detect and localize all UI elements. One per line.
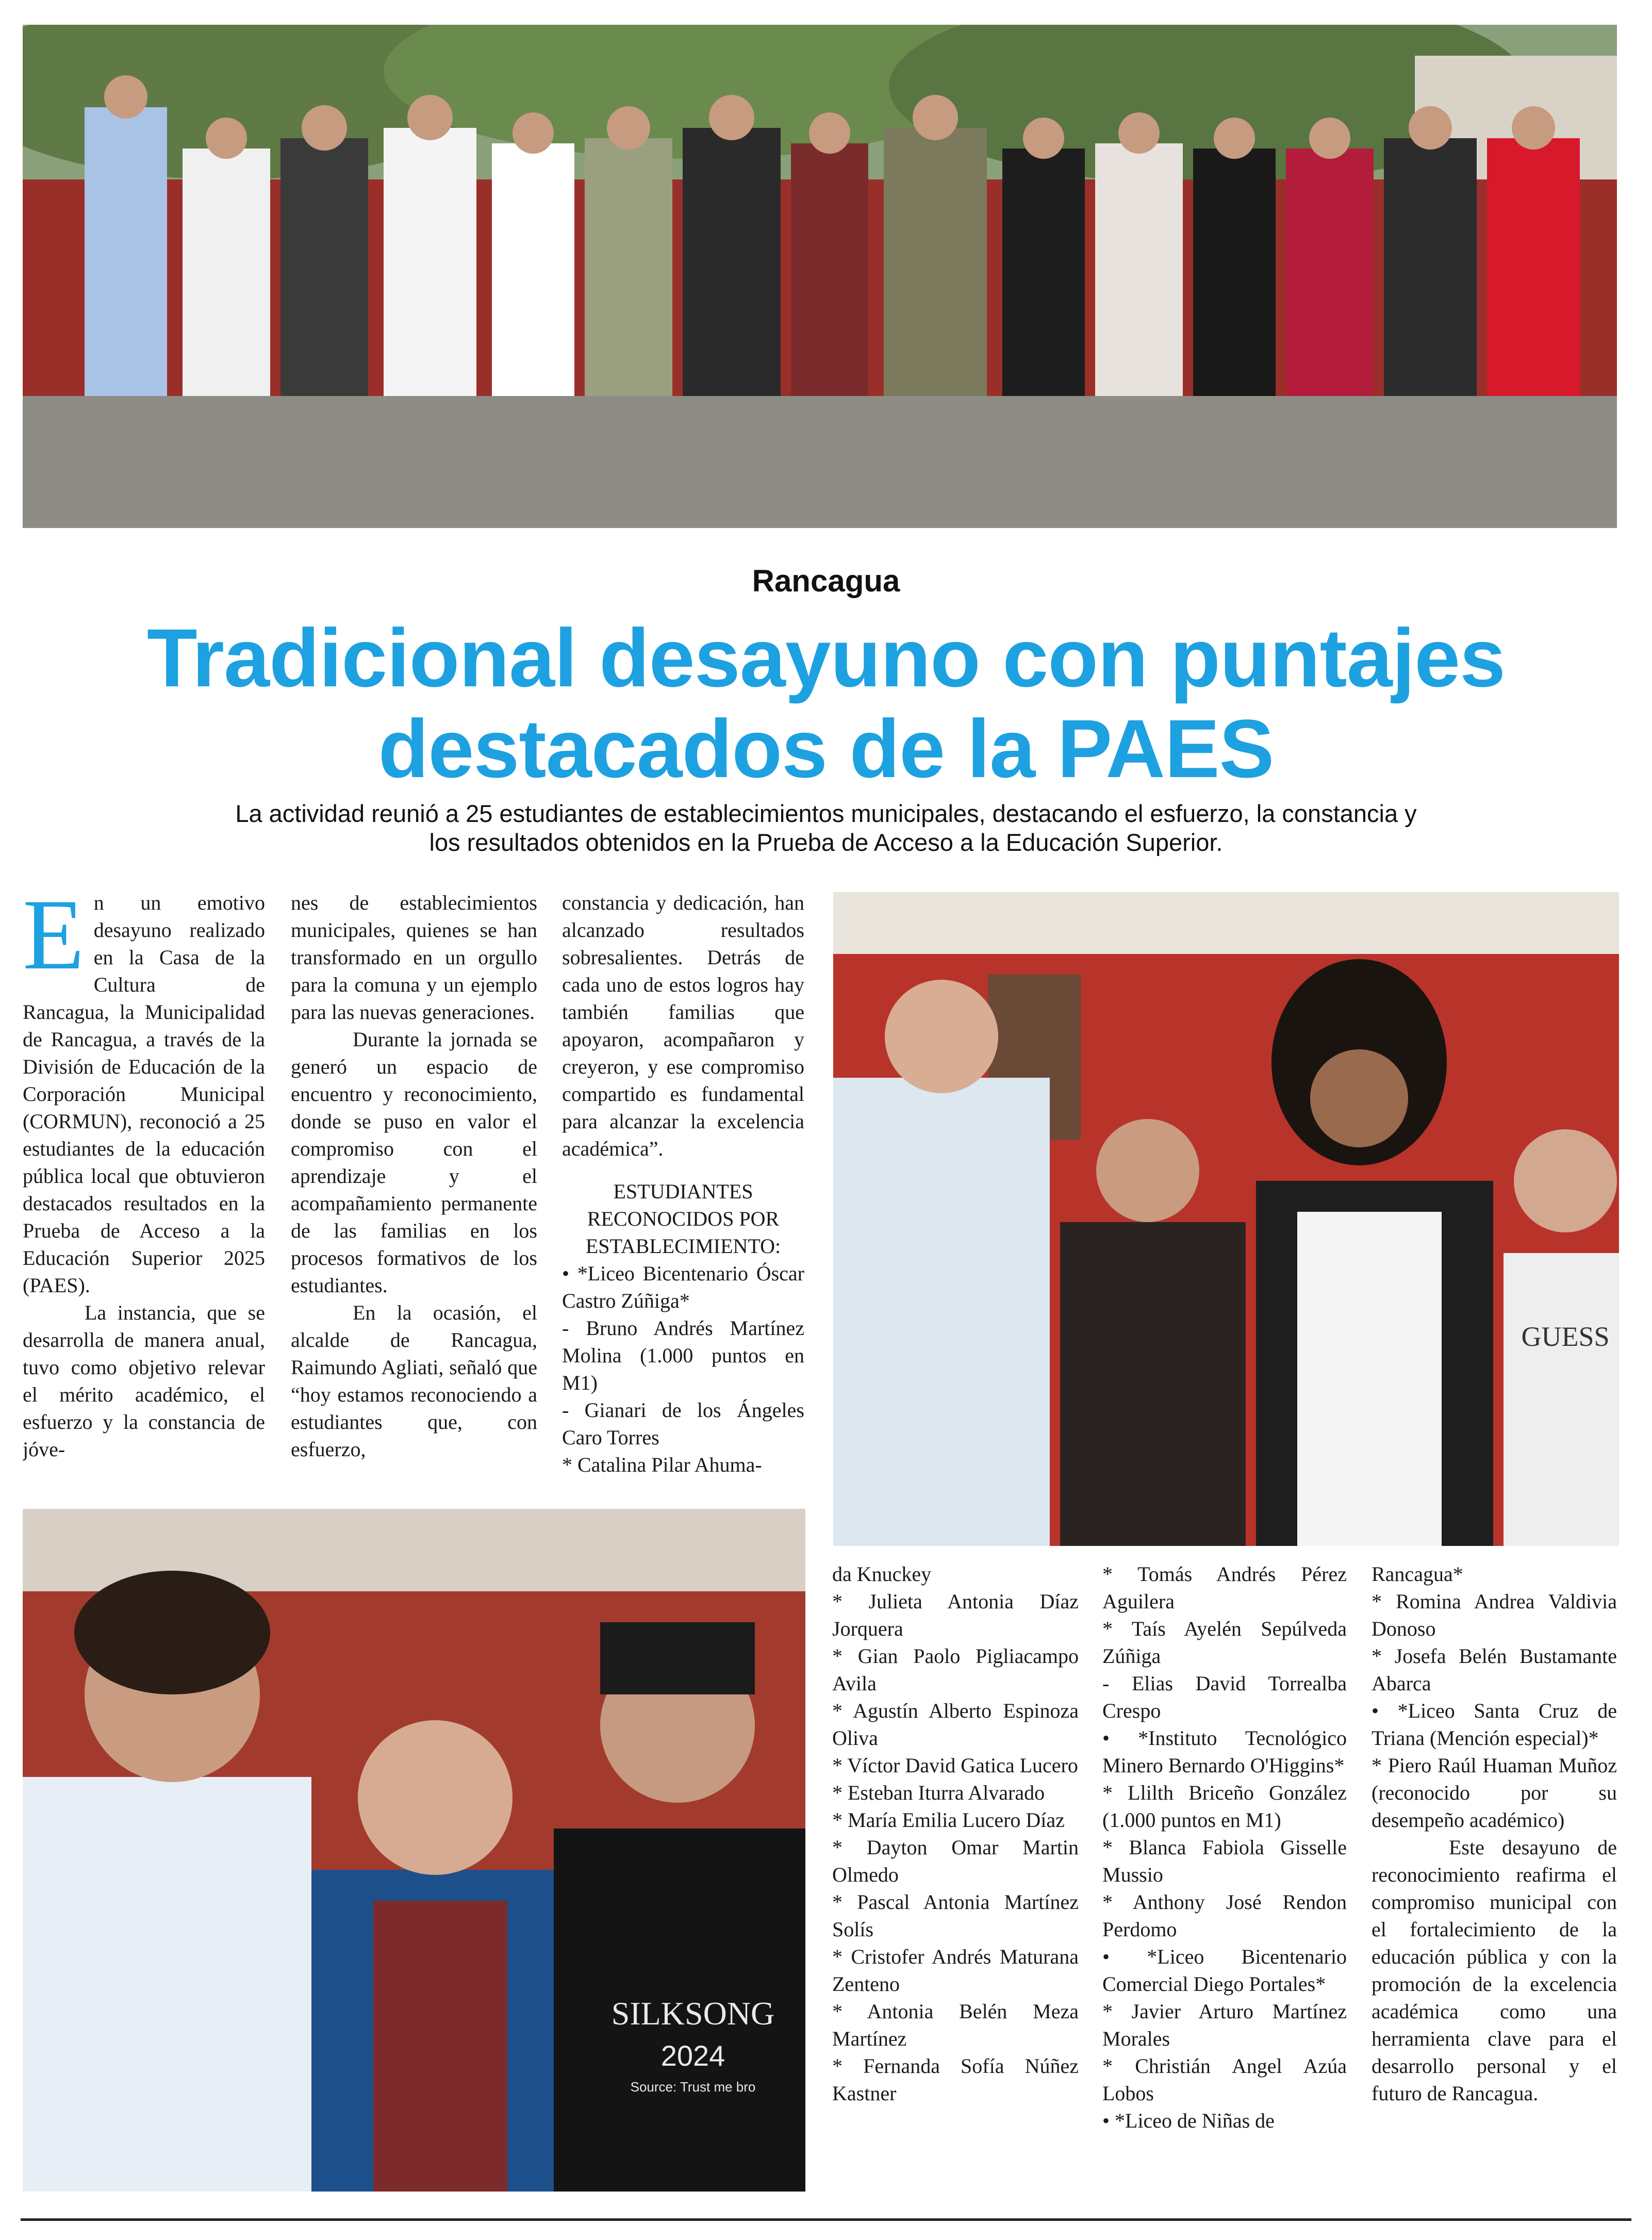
list-item: * Christián Angel Azúa Lobos: [1102, 2054, 1347, 2105]
article-column-6: [1372, 1560, 1617, 2200]
list-item: - Bruno Andrés Martínez Molina (1.000 puntos en M1): [562, 1316, 804, 1394]
article-column-1: [23, 889, 265, 1497]
list-item: * Esteban Iturra Alvarado: [832, 1781, 1045, 1804]
list-item: * Dayton Omar Martin Olmedo: [832, 1836, 1079, 1886]
list-item: Rancagua*: [1372, 1562, 1463, 1586]
shirt-text-silksong: SILKSONG: [611, 1995, 775, 2032]
list-item: * Catalina Pilar Ahuma-: [562, 1453, 762, 1476]
list-item: • *Liceo Bicentenario Óscar Castro Zúñiga*: [562, 1262, 804, 1312]
article-column-3: [562, 889, 804, 1497]
paragraph: nes de establecimientos municipales, quienes se han transformado en un orgullo para la comuna y un ejemplo para las nuevas generaciones.: [291, 891, 537, 1024]
list-item: * Taís Ayelén Sepúlveda Zúñiga: [1102, 1617, 1347, 1668]
group-photo: [23, 25, 1617, 528]
subheadline: La actividad reunió a 25 estudiantes de establecimientos municipales, destacando el esfuerzo, la constancia y los resultados obtenidos en la Prueba de Acceso a la Educación Superior.: [235, 800, 1417, 856]
list-item: • *Liceo Bicentenario Comercial Diego Portales*: [1102, 1945, 1347, 1996]
list-item: • *Liceo de Niñas de: [1102, 2109, 1275, 2132]
list-item: * Fernanda Sofía Núñez Kastner: [832, 2054, 1079, 2105]
paragraph: n un emotivo desayuno realizado en la Casa de la Cultura de Rancagua, la Municipalidad de Rancagua, a través de la División de Educación de la Corporación Municipal (CORMUN), reconoció a 25 estudiantes de la educación pública local que obtuvieron destacados resultados en la Prueba de Acceso a la Educación Superior 2025 (PAES).: [23, 891, 265, 1297]
list-item: * Pascal Antonia Martínez Solís: [832, 1890, 1079, 1941]
shirt-text-source: Source: Trust me bro: [630, 2079, 756, 2095]
paragraph: La instancia, que se desarrolla de manera anual, tuvo como objetivo relevar el mérito académico, el esfuerzo y la constancia de jóve-: [23, 1301, 265, 1461]
list-item: * Romina Andrea Valdivia Donoso: [1372, 1590, 1617, 1640]
list-item: * Llilth Briceño González (1.000 puntos en M1): [1102, 1781, 1347, 1832]
list-item: - Gianari de los Ángeles Caro Torres: [562, 1398, 804, 1449]
list-item: * Blanca Fabiola Gisselle Mussio: [1102, 1836, 1347, 1886]
shirt-text-guess: GUESS: [1521, 1321, 1610, 1352]
list-item: * Gian Paolo Pigliacampo Avila: [832, 1644, 1079, 1695]
list-item: * Javier Arturo Martínez Morales: [1102, 2000, 1347, 2050]
headline: Tradicional desayuno con puntajes destacados de la PAES: [146, 612, 1506, 795]
list-item: * Tomás Andrés Pérez Aguilera: [1102, 1562, 1347, 1613]
paragraph: constancia y dedicación, han alcanzado resultados sobresalientes. Detrás de cada uno de estos logros hay también familias que apoyaron, acompañaron y creyeron, y ese compromiso compartido es fundamental para alcanzar la excelencia académica”.: [562, 891, 804, 1160]
students-list-title: ESTUDIANTES RECONOCIDOS POR ESTABLECIMIENTO:: [585, 1180, 781, 1258]
article-column-4: [832, 1560, 1079, 2200]
list-item: * Julieta Antonia Díaz Jorquera: [832, 1590, 1079, 1640]
list-item: * Cristofer Andrés Maturana Zenteno: [832, 1945, 1079, 1996]
list-item: • *Instituto Tecnológico Minero Bernardo O'Higgins*: [1102, 1726, 1347, 1777]
closing-paragraph: Este desayuno de reconocimiento reafirma el compromiso municipal con el fortalecimiento de la educación pública y con la promoción de la excelencia académica como una herramienta clave para el desarrollo personal y el futuro de Rancagua.: [1372, 1836, 1617, 2105]
drop-cap: E: [23, 889, 85, 991]
paragraph: Durante la jornada se generó un espacio de encuentro y reconocimiento, donde se puso en valor el compromiso con el aprendizaje y el acompañamiento permanente de las familias en los procesos formativos de los estudiantes.: [291, 1028, 537, 1297]
section-label: Rancagua: [752, 564, 900, 598]
article-column-5: [1102, 1560, 1347, 2200]
list-item: * Víctor David Gatica Lucero: [832, 1754, 1078, 1777]
bottom-rule: [21, 2218, 1631, 2221]
list-item: * Josefa Belén Bustamante Abarca: [1372, 1644, 1617, 1695]
article-column-2: [291, 889, 537, 1497]
list-item: * Piero Raúl Huaman Muñoz (reconocido por su desempeño académico): [1372, 1754, 1617, 1832]
list-item: * Antonia Belén Meza Martínez: [832, 2000, 1079, 2050]
list-item: da Knuckey: [832, 1562, 932, 1586]
list-item: - Elias David Torrealba Crespo: [1102, 1672, 1347, 1722]
students-photo-bottom: [23, 1509, 805, 2192]
students-photo-right: [833, 892, 1619, 1546]
list-item: * María Emilia Lucero Díaz: [832, 1808, 1065, 1832]
list-item: • *Liceo Santa Cruz de Triana (Mención especial)*: [1372, 1699, 1617, 1750]
list-item: * Agustín Alberto Espinoza Oliva: [832, 1699, 1079, 1750]
shirt-text-year: 2024: [660, 2039, 725, 2072]
list-item: * Anthony José Rendon Perdomo: [1102, 1890, 1347, 1941]
paragraph: En la ocasión, el alcalde de Rancagua, Raimundo Agliati, señaló que “hoy estamos reconociendo a estudiantes que, con esfuerzo,: [291, 1301, 537, 1461]
